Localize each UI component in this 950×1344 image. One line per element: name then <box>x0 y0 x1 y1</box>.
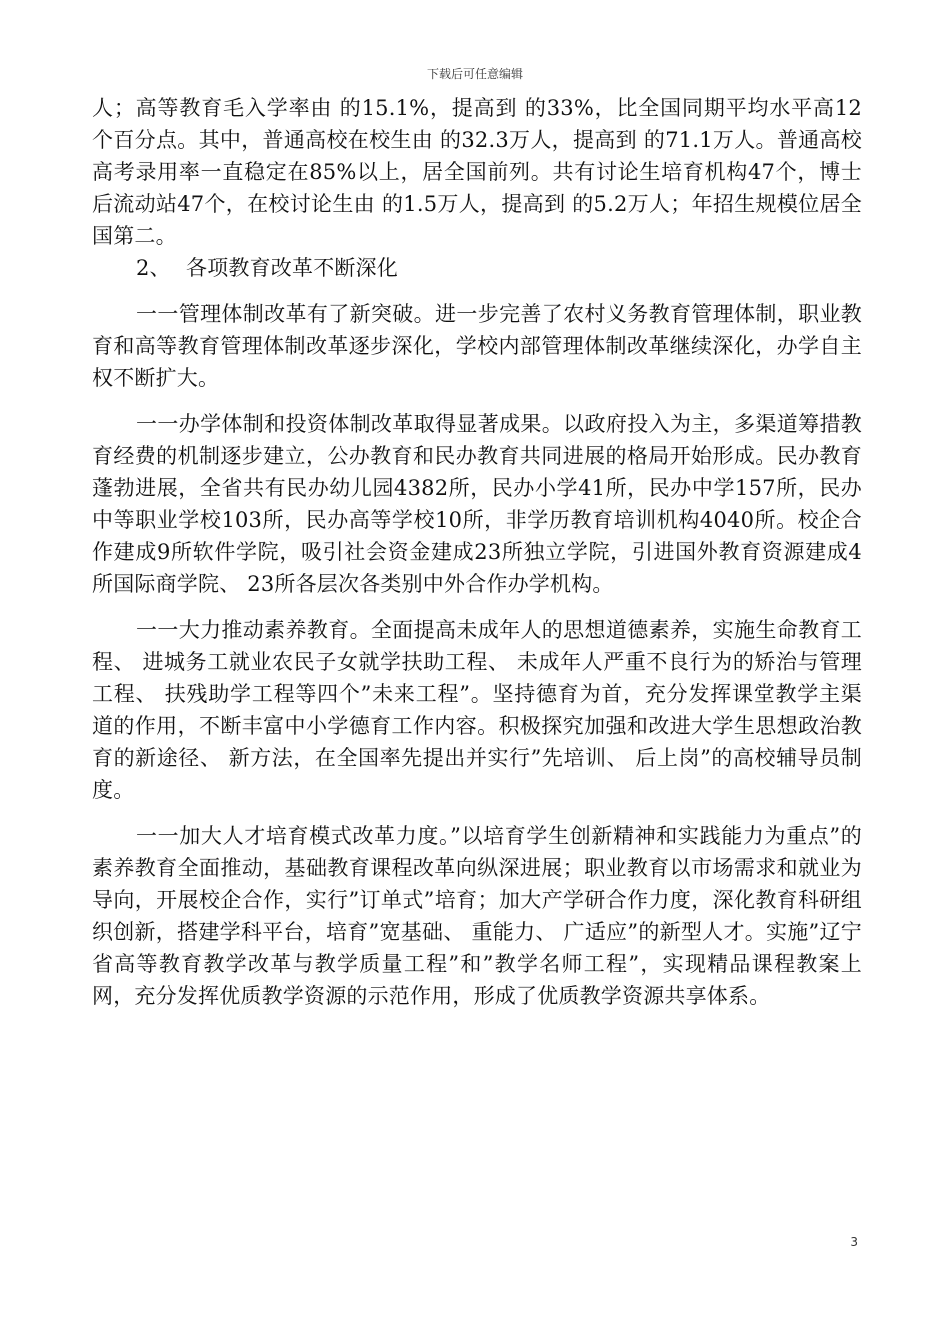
section-heading <box>92 252 862 284</box>
paragraph-quality-education: 一一大力推动素养教育。全面提高未成年人的思想道德素养，实施生命教育工程、 进城务工就业农民子女就学扶助工程、 未成年人严重不良行为的矫治与管理工程、 扶残助学工程等四个”未来工程”。坚持德育为首，充分发挥课堂教学主渠道的作用，不断丰富中小学德育工作内容。积极探究加强和改进大学生思想政治教育的新途径、 新方法，在全国率先提出并实行”先培训、 后上岗”的高校辅导员制度。 <box>92 618 862 802</box>
page-header-note: 下载后可任意编辑 <box>426 67 523 81</box>
page-number: 3 <box>850 1235 858 1249</box>
section-title: 各项教育改革不断深化 <box>186 256 398 280</box>
paragraph-continued: 人；高等教育毛入学率由 的15.1%，提高到 的33%，比全国同期平均水平高12个百分点。其中，普通高校在校生由 的32.3万人，提高到 的71.1万人。普通高校高考录用率一直稳定在85%以上，居全国前列。共有讨论生培育机构47个，博士后流动站47个，在校讨论生由 的1.5万人，提高到 的5.2万人；年招生规模位居全国第二。 <box>92 96 862 248</box>
paragraph-talent-training: 一一加大人才培育模式改革力度。”以培育学生创新精神和实践能力为重点”的素养教育全面推动，基础教育课程改革向纵深进展；职业教育以市场需求和就业为导向，开展校企合作，实行”订单式”培育；加大产学研合作力度，深化教育科研组织创新，搭建学科平台，培育”宽基础、 重能力、 广适应”的新型人才。实施”辽宁省高等教育教学改革与教学质量工程”和”教学名师工程”，实现精品课程教案上网，充分发挥优质教学资源的示范作用，形成了优质教学资源共享体系。 <box>92 824 862 1008</box>
document-body <box>92 92 862 1012</box>
paragraph-investment-reform: 一一办学体制和投资体制改革取得显著成果。以政府投入为主，多渠道筹措教育经费的机制逐步建立，公办教育和民办教育共同进展的格局开始形成。民办教育蓬勃进展，全省共有民办幼儿园4382所，民办小学41所，民办中学157所，民办中等职业学校103所，民办高等学校10所，非学历教育培训机构4040所。校企合作建成9所软件学院，吸引社会资金建成23所独立学院，引进国外教育资源建成4所国际商学院、 23所各层次各类别中外合作办学机构。 <box>92 412 862 596</box>
section-number: 2、 <box>136 256 171 280</box>
paragraph-management-reform: 一一管理体制改革有了新突破。进一步完善了农村义务教育管理体制，职业教育和高等教育管理体制改革逐步深化，学校内部管理体制改革继续深化，办学自主权不断扩大。 <box>92 302 862 390</box>
